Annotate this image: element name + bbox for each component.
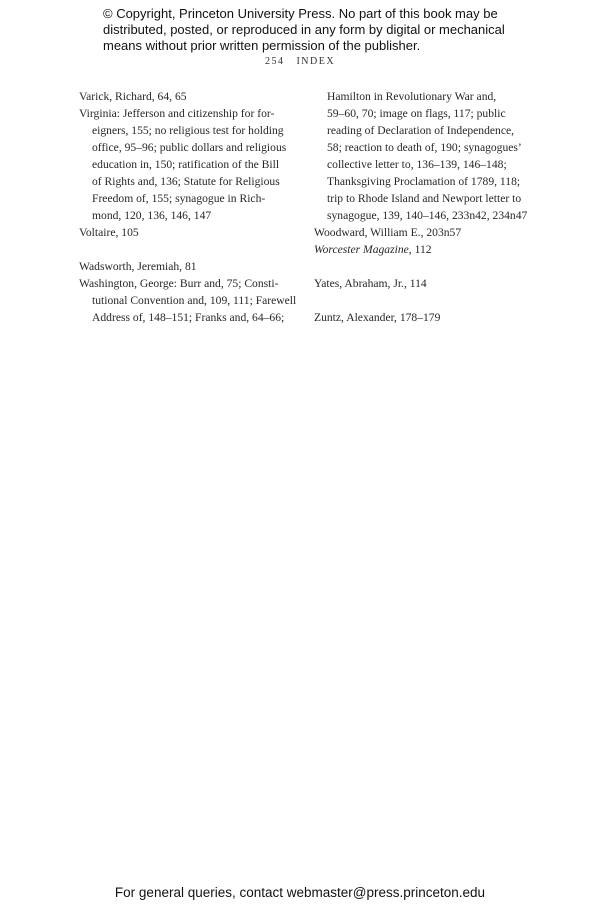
index-entry xyxy=(79,105,296,224)
index-entry xyxy=(79,224,296,241)
entry-line: Yates, Abraham, Jr., 114 xyxy=(314,277,427,290)
entry-line: Virginia: Jefferson and citizenship for for- xyxy=(79,107,275,120)
page-number: 254 xyxy=(264,56,285,67)
index-left-column xyxy=(79,88,296,326)
entry-line: office, 95–96; public dollars and religious xyxy=(92,141,287,154)
index-entry xyxy=(314,241,527,258)
entry-line: reading of Declaration of Independence, xyxy=(327,124,515,137)
entry-title-italic: Worcester Magazine xyxy=(314,243,409,256)
entry-line: of Rights and, 136; Statute for Religious xyxy=(92,175,280,188)
index-entry xyxy=(79,258,296,275)
copyright-line: distributed, posted, or reproduced in any form by digital or mechanical xyxy=(103,22,505,37)
entry-pages: , 112 xyxy=(408,243,432,256)
entry-line: mond, 120, 136, 146, 147 xyxy=(92,209,212,222)
entry-line: eigners, 155; no religious test for holding xyxy=(92,124,284,137)
copyright-line: means without prior written permission of the publisher. xyxy=(103,38,421,53)
entry-line: Wadsworth, Jeremiah, 81 xyxy=(79,260,197,273)
entry-line: 58; reaction to death of, 190; synagogues’ xyxy=(327,141,522,154)
entry-line: Varick, Richard, 64, 65 xyxy=(79,90,187,103)
entry-line: Voltaire, 105 xyxy=(79,226,139,239)
entry-line: trip to Rhode Island and Newport letter to xyxy=(327,192,522,205)
copyright-notice xyxy=(103,6,523,54)
index-entry xyxy=(314,224,527,241)
copyright-line: © Copyright, Princeton University Press. No part of this book may be xyxy=(103,6,498,21)
entry-line: Hamilton in Revolutionary War and, xyxy=(327,90,497,103)
entry-line: collective letter to, 136–139, 146–148; xyxy=(327,158,507,171)
index-entry-continued xyxy=(314,88,527,224)
section-title: INDEX xyxy=(296,56,336,67)
index-entry xyxy=(79,275,296,326)
running-head xyxy=(0,56,600,67)
index-right-column xyxy=(314,88,527,326)
entry-line: tutional Convention and, 109, 111; Farewell xyxy=(92,294,297,307)
entry-line: Thanksgiving Proclamation of 1789, 118; xyxy=(327,175,521,188)
index-entry xyxy=(314,309,527,326)
entry-line: Washington, George: Burr and, 75; Consti- xyxy=(79,277,279,290)
footer-contact: For general queries, contact webmaster@press.princeton.edu xyxy=(114,885,486,900)
entry-line xyxy=(314,241,527,258)
entry-line: Zuntz, Alexander, 178–179 xyxy=(314,311,441,324)
index-entry xyxy=(314,275,527,292)
entry-line: 59–60, 70; image on flags, 117; public xyxy=(327,107,506,120)
entry-line: Woodward, William E., 203n57 xyxy=(314,226,462,239)
index-entry xyxy=(79,88,296,105)
entry-line: Address of, 148–151; Franks and, 64–66; xyxy=(92,311,285,324)
entry-line: education in, 150; ratification of the Bill xyxy=(92,158,280,171)
entry-line: synagogue, 139, 140–146, 233n42, 234n47 xyxy=(327,209,528,222)
entry-line: Freedom of, 155; synagogue in Rich- xyxy=(92,192,266,205)
